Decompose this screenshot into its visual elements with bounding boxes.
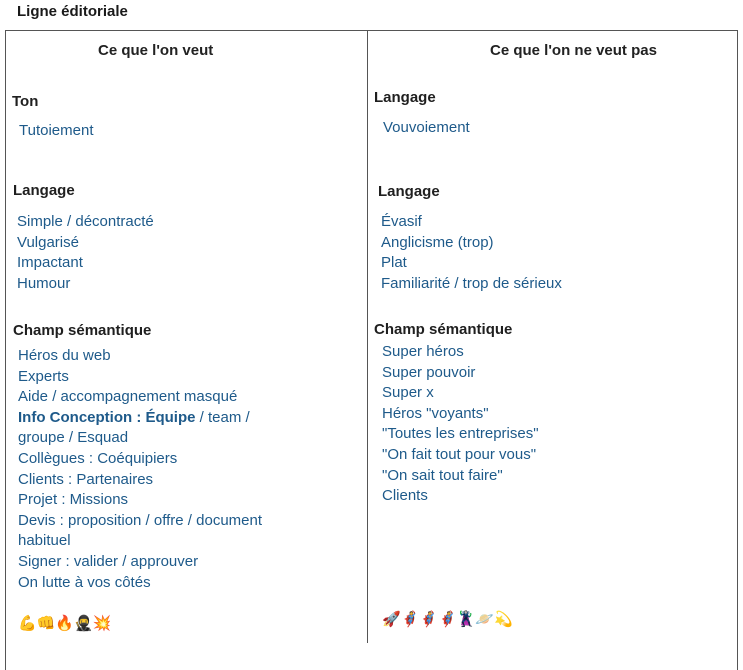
- list-item: Impactant: [17, 254, 83, 272]
- list-item-devis-cont: habituel: [18, 532, 71, 550]
- list-item: Héros du web: [18, 347, 111, 364]
- left-column-header: Ce que l'on veut: [98, 42, 214, 59]
- right-emoji-row: 🚀🦸🦸🦸🦹🪐💫: [382, 611, 513, 628]
- list-item: Super pouvoir: [382, 363, 476, 381]
- left-langage-list: [17, 212, 154, 294]
- info-rest-text: / team /: [195, 408, 250, 426]
- list-item: Experts: [18, 367, 69, 385]
- list-item: Plat: [381, 254, 407, 272]
- list-item: Vouvoiement: [383, 119, 470, 136]
- info-bold-text: Info Conception : Équipe: [18, 408, 196, 426]
- list-item: Signer : valider / approuver: [18, 552, 199, 570]
- list-item-info: [18, 408, 262, 429]
- list-item: Anglicisme (trop): [381, 233, 494, 251]
- page-title: Ligne éditoriale: [17, 3, 128, 20]
- right-column-header: Ce que l'on ne veut pas: [490, 42, 657, 59]
- left-emoji-row: 💪👊🔥🥷💥: [18, 615, 112, 632]
- list-item: Héros "voyants": [382, 404, 489, 422]
- list-item: Vulgarisé: [17, 233, 79, 251]
- list-item: Tutoiement: [19, 122, 94, 139]
- column-divider: [367, 30, 368, 643]
- list-item-devis: Devis : proposition / offre / document: [18, 511, 263, 529]
- list-item: "On fait tout pour vous": [382, 445, 537, 463]
- list-item: Clients: [382, 487, 428, 505]
- right-langage1-list: [383, 118, 470, 139]
- right-langage1-heading: Langage: [374, 89, 436, 106]
- left-langage-heading: Langage: [13, 182, 75, 199]
- right-champ-list: [382, 342, 539, 507]
- left-champ-heading: Champ sémantique: [13, 322, 152, 339]
- left-champ-list: [18, 346, 262, 593]
- list-item-info-cont: groupe / Esquad: [18, 429, 129, 447]
- right-langage2-list: [381, 212, 562, 294]
- right-champ-heading: Champ sémantique: [374, 321, 513, 338]
- list-item: Humour: [17, 274, 71, 292]
- list-item: Super héros: [382, 343, 464, 360]
- left-ton-list: [19, 121, 93, 142]
- right-langage2-heading: Langage: [378, 183, 440, 200]
- list-item: Aide / accompagnement masqué: [18, 388, 238, 406]
- list-item: Simple / décontracté: [17, 213, 154, 230]
- list-item: Clients : Partenaires: [18, 470, 154, 488]
- list-item: On lutte à vos côtés: [18, 573, 151, 591]
- left-ton-heading: Ton: [12, 93, 39, 110]
- list-item: "Toutes les entreprises": [382, 425, 539, 443]
- list-item: Familiarité / trop de sérieux: [381, 274, 562, 292]
- list-item: "On sait tout faire": [382, 466, 503, 484]
- list-item: Projet : Missions: [18, 491, 129, 509]
- list-item: Super x: [382, 384, 434, 402]
- list-item: Collègues : Coéquipiers: [18, 449, 178, 467]
- list-item: Évasif: [381, 213, 422, 230]
